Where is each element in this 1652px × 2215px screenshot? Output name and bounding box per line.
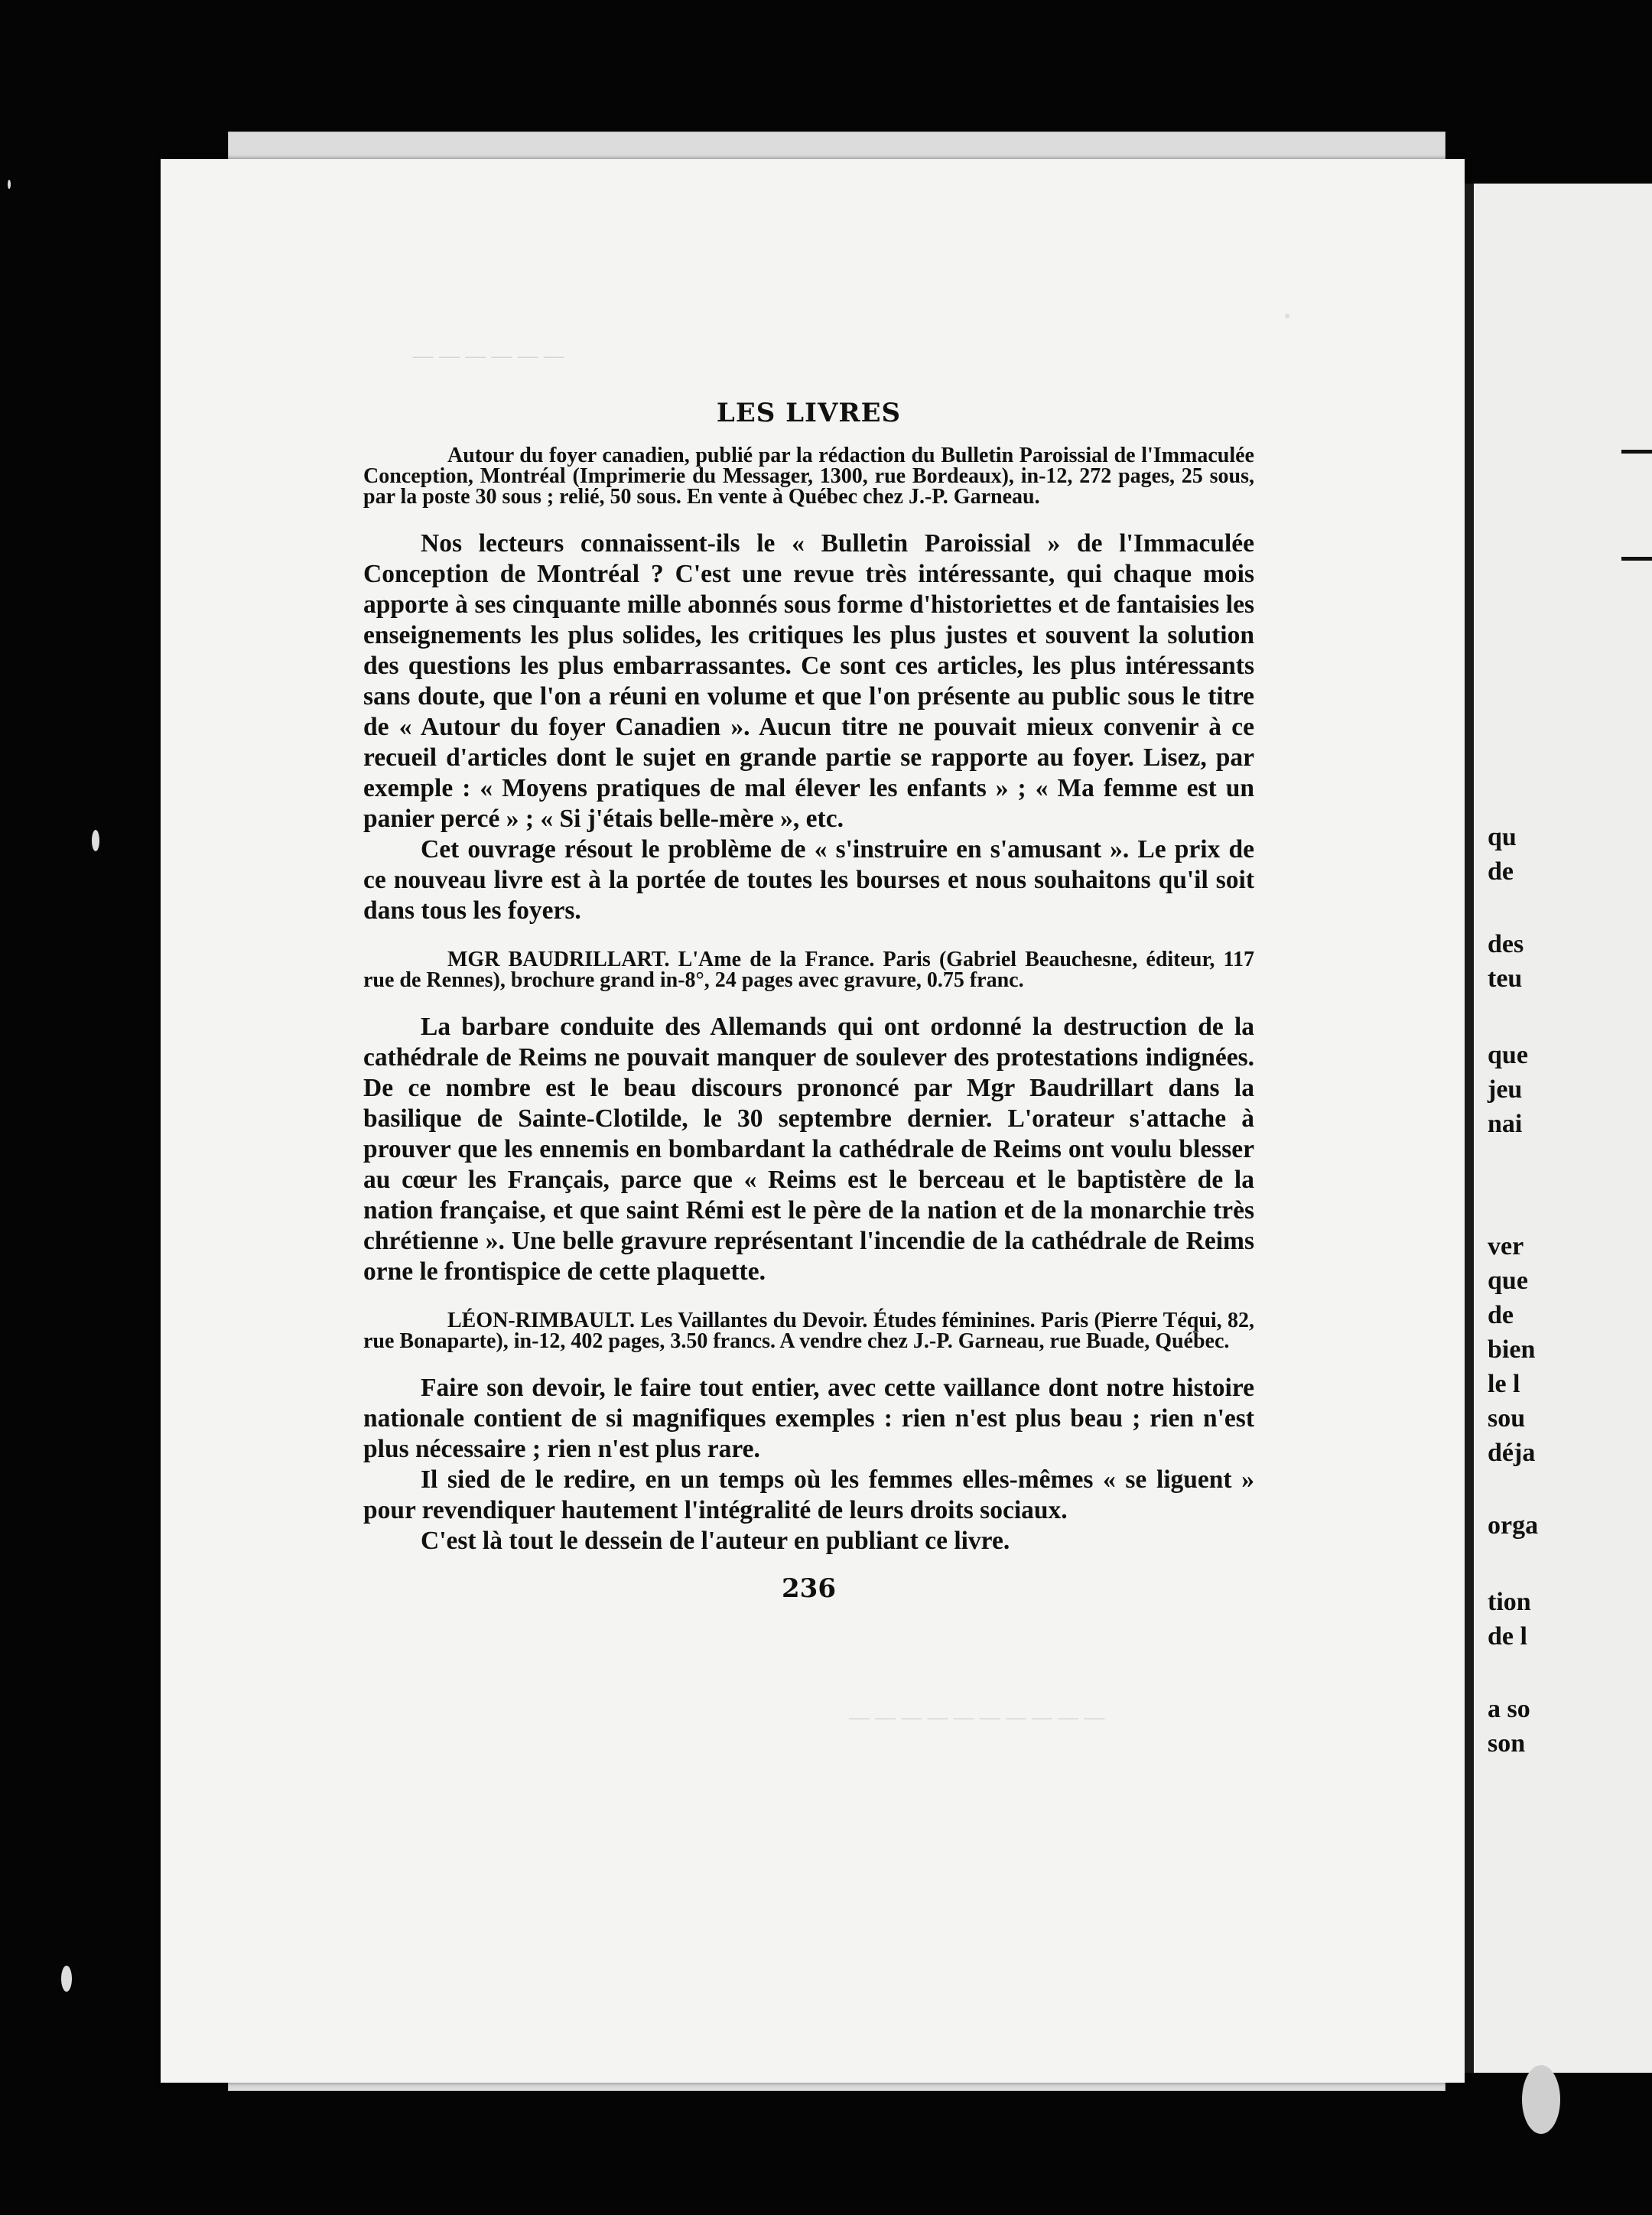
page-title: LES LIVRES (716, 398, 902, 428)
bleed-through-text: — — — — — — — — — — (849, 1704, 1105, 1729)
right-fragment: nai (1488, 1110, 1523, 1138)
dust-speck (1522, 2065, 1560, 2134)
dust-speck (61, 1966, 72, 1992)
right-fragment: a so (1488, 1695, 1530, 1723)
book-entry-heading: MGR BAUDRILLART. L'Ame de la France. Paris (Gabriel Beauchesne, éditeur, 117 rue de Rennes), brochure grand in-8°, 24 pages avec gravure, 0.75 franc. (363, 948, 1254, 992)
right-fragment: son (1488, 1729, 1526, 1758)
right-fragment: qu (1488, 823, 1517, 851)
book-entry-heading: Autour du foyer canadien, publié par la rédaction du Bulletin Paroissial de l'Immaculée Conception, Montréal (Imprimerie du Messager, 1300, rue Bordeaux), in-12, 272 pages, 25 sous, par la poste 30 sous ; relié, 50 sous. En vente à Québec chez J.-P. Garneau. (363, 444, 1254, 509)
review-paragraph: La barbare conduite des Allemands qui ont ordonné la destruction de la cathédrale de Reims ne pouvait manquer de soulever des protestations indignées. De ce nombre est le beau discours prononcé par Mgr Baudrillart dans la basilique de Sainte-Clotilde, le 30 septembre dernier. L'orateur s'attache à prouver que les ennemis en bombardant la cathédrale de Reims ont voulu blesser au cœur les Français, parce que « Reims est le berceau et le baptistère de la nation française, et que saint Rémi est le père de la nation et de la monarchie très chrétienne ». Une belle gravure représentant l'incendie de la cathédrale de Reims orne le frontispice de cette plaquette. (363, 1013, 1254, 1286)
article-column (363, 398, 1254, 1604)
right-fragment: tion (1488, 1588, 1531, 1616)
book-entry-heading: LÉON-RIMBAULT. Les Vaillantes du Devoir. Études féminines. Paris (Pierre Téqui, 82, rue Bonaparte), in-12, 402 pages, 3.50 francs. A vendre chez J.-P. Garneau, rue Buade, Québec. (363, 1309, 1254, 1353)
right-fragment: des (1488, 930, 1524, 958)
right-fragment: orga (1488, 1511, 1539, 1540)
page-number: 236 (782, 1573, 836, 1604)
review-paragraph: Cet ouvrage résout le problème de « s'instruire en s'amusant ». Le prix de ce nouveau livre est à la portée de toutes les bourses et nous souhaitons qu'il soit dans tous les foyers. (363, 835, 1254, 925)
review-paragraph: C'est là tout le dessein de l'auteur en publiant ce livre. (421, 1527, 1010, 1555)
right-fragment: ver (1488, 1232, 1524, 1260)
right-fragment: jeu (1488, 1075, 1523, 1104)
right-page-rule (1621, 450, 1652, 454)
review-paragraph: Il sied de le redire, en un temps où les femmes elles-mêmes « se liguent » pour revendiquer hautement l'intégralité de leurs droits sociaux. (363, 1465, 1254, 1524)
right-fragment: de (1488, 1301, 1514, 1329)
right-page-rule (1621, 557, 1652, 561)
dust-speck (8, 180, 11, 189)
right-page (1465, 184, 1652, 2073)
review-paragraph: Nos lecteurs connaissent-ils le « Bulletin Paroissial » de l'Immaculée Conception de Montréal ? C'est une revue très intéressante, qui chaque mois apporte à ses cinquante mille abonnés sous forme d'historiettes et de fantaisies les enseignements les plus solides, les critiques les plus justes et souvent la solution des questions les plus embarrassantes. Ce sont ces articles, les plus intéressants sans doute, que l'on a réuni en volume et que l'on présente au public sous le titre de « Autour du foyer Canadien ». Aucun titre ne pouvait mieux convenir à ce recueil d'articles dont le sujet en grande partie se rapporte au foyer. Lisez, par exemple : « Moyens pratiques de mal élever les enfants » ; « Ma femme est un panier percé » ; « Si j'étais belle-mère », etc. (363, 529, 1254, 833)
right-fragment: sou (1488, 1404, 1526, 1433)
right-fragment: teu (1488, 964, 1523, 993)
right-fragment: que (1488, 1041, 1528, 1069)
right-fragment: déja (1488, 1439, 1536, 1467)
right-fragment: bien (1488, 1335, 1536, 1364)
dust-speck (92, 830, 99, 851)
bleed-through-text: — — — — — — (413, 343, 564, 368)
right-fragment: de (1488, 857, 1514, 886)
right-fragment: que (1488, 1267, 1528, 1295)
dust-speck (1285, 314, 1289, 318)
right-fragment: de l (1488, 1622, 1527, 1651)
review-paragraph: Faire son devoir, le faire tout entier, avec cette vaillance dont notre histoire nationale contient de si magnifiques exemples : rien n'est plus beau ; rien n'est plus nécessaire ; rien n'est plus rare. (363, 1374, 1254, 1463)
right-fragment: le l (1488, 1370, 1520, 1398)
